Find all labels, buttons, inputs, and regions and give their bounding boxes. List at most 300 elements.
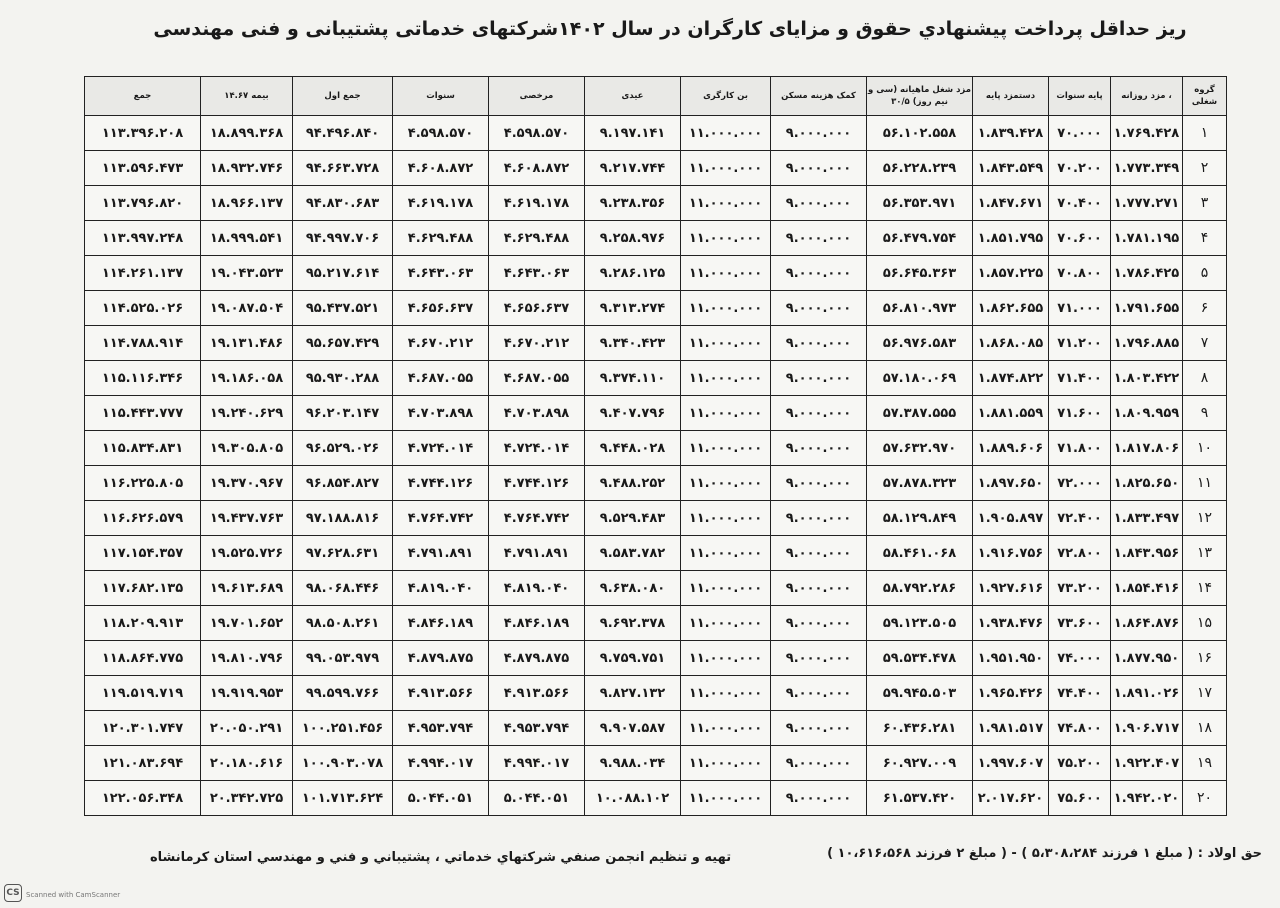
job-group-cell: ۲	[1183, 151, 1227, 186]
table-cell: ۱۲۱.۰۸۳.۶۹۴	[85, 746, 201, 781]
scanner-caption: Scanned with CamScanner	[26, 891, 121, 899]
table-cell: ۱۹.۰۴۳.۵۲۳	[201, 256, 293, 291]
table-row	[85, 536, 1227, 571]
table-cell: ۱۱۵.۴۴۳.۷۷۷	[85, 396, 201, 431]
table-cell: ۹۵.۴۳۷.۵۲۱	[293, 291, 393, 326]
table-cell: ۹۸.۰۶۸.۴۴۶	[293, 571, 393, 606]
table-cell: ۱۱۶.۲۲۵.۸۰۵	[85, 466, 201, 501]
table-row	[85, 361, 1227, 396]
table-cell: ۱۱.۰۰۰.۰۰۰	[681, 221, 771, 256]
table-cell: ۱.۸۴۳.۹۵۶	[1111, 536, 1183, 571]
table-cell: ۹۵.۶۵۷.۴۲۹	[293, 326, 393, 361]
table-cell: ۱۰۰.۲۵۱.۴۵۶	[293, 711, 393, 746]
table-cell: ۴.۸۷۹.۸۷۵	[393, 641, 489, 676]
column-header: مزد شغل ماهیانه (سی و نیم روز) ۳۰/۵	[867, 77, 973, 116]
table-cell: ۴.۶۷۰.۲۱۲	[393, 326, 489, 361]
table-cell: ۵۹.۵۳۴.۴۷۸	[867, 641, 973, 676]
table-cell: ۱۱۸.۸۶۴.۷۷۵	[85, 641, 201, 676]
job-group-cell: ۱۹	[1183, 746, 1227, 781]
table-cell: ۹.۴۸۸.۲۵۲	[585, 466, 681, 501]
column-header: مرخصی	[489, 77, 585, 116]
table-cell: ۱.۹۰۶.۷۱۷	[1111, 711, 1183, 746]
job-group-cell: ۲۰	[1183, 781, 1227, 816]
table-cell: ۵۷.۶۳۲.۹۷۰	[867, 431, 973, 466]
table-cell: ۱.۸۶۲.۶۵۵	[973, 291, 1049, 326]
table-cell: ۴.۸۱۹.۰۴۰	[393, 571, 489, 606]
wage-table	[84, 76, 1227, 816]
table-row	[85, 396, 1227, 431]
table-cell: ۱۱۴.۵۲۵.۰۲۶	[85, 291, 201, 326]
table-cell: ۷۴.۴۰۰	[1049, 676, 1111, 711]
table-cell: ۱.۹۱۶.۷۵۶	[973, 536, 1049, 571]
column-header: بیمه ۱۴.۶۷	[201, 77, 293, 116]
table-cell: ۱.۹۹۷.۶۰۷	[973, 746, 1049, 781]
table-cell: ۵۷.۸۷۸.۳۲۳	[867, 466, 973, 501]
table-cell: ۱۱۷.۶۸۲.۱۳۵	[85, 571, 201, 606]
prepared-by-note: تهیه و تنظیم انجمن صنفي شرکتهاي خدماتي ، پشتیباني و فني و مهندسي استان کرمانشاه	[150, 850, 732, 865]
table-cell: ۱۱.۰۰۰.۰۰۰	[681, 116, 771, 151]
table-row	[85, 781, 1227, 816]
table-cell: ۷۱.۶۰۰	[1049, 396, 1111, 431]
table-cell: ۵۷.۳۸۷.۵۵۵	[867, 396, 973, 431]
table-cell: ۴.۶۲۹.۴۸۸	[393, 221, 489, 256]
job-group-cell: ۴	[1183, 221, 1227, 256]
table-cell: ۴.۶۱۹.۱۷۸	[489, 186, 585, 221]
table-cell: ۱۸.۹۹۹.۵۴۱	[201, 221, 293, 256]
column-header: جمع	[85, 77, 201, 116]
table-cell: ۱.۸۱۷.۸۰۶	[1111, 431, 1183, 466]
table-cell: ۴.۷۶۴.۷۴۲	[393, 501, 489, 536]
table-cell: ۱۱۹.۵۱۹.۷۱۹	[85, 676, 201, 711]
table-cell: ۱.۸۴۷.۶۷۱	[973, 186, 1049, 221]
table-cell: ۹۶.۵۲۹.۰۲۶	[293, 431, 393, 466]
table-cell: ۷۵.۶۰۰	[1049, 781, 1111, 816]
table-cell: ۵۸.۷۹۲.۲۸۶	[867, 571, 973, 606]
job-group-cell: ۱۴	[1183, 571, 1227, 606]
table-cell: ۹۷.۶۲۸.۶۳۱	[293, 536, 393, 571]
table-row	[85, 326, 1227, 361]
job-group-cell: ۹	[1183, 396, 1227, 431]
table-cell: ۹.۰۰۰.۰۰۰	[771, 711, 867, 746]
table-cell: ۹.۳۷۴.۱۱۰	[585, 361, 681, 396]
table-cell: ۴.۷۲۴.۰۱۴	[393, 431, 489, 466]
table-cell: ۱.۹۲۲.۴۰۷	[1111, 746, 1183, 781]
table-cell: ۷۴.۰۰۰	[1049, 641, 1111, 676]
table-cell: ۴.۷۰۳.۸۹۸	[393, 396, 489, 431]
table-cell: ۷۰.۶۰۰	[1049, 221, 1111, 256]
table-cell: ۱۹.۹۱۹.۹۵۳	[201, 676, 293, 711]
table-row	[85, 256, 1227, 291]
table-cell: ۹۴.۴۹۶.۸۴۰	[293, 116, 393, 151]
table-cell: ۴.۷۴۴.۱۲۶	[489, 466, 585, 501]
table-cell: ۹.۷۵۹.۷۵۱	[585, 641, 681, 676]
table-cell: ۱۱۷.۱۵۴.۳۵۷	[85, 536, 201, 571]
table-cell: ۱.۸۸۱.۵۵۹	[973, 396, 1049, 431]
table-cell: ۱۱.۰۰۰.۰۰۰	[681, 781, 771, 816]
table-cell: ۴.۶۱۹.۱۷۸	[393, 186, 489, 221]
table-cell: ۹۴.۶۶۳.۷۲۸	[293, 151, 393, 186]
table-cell: ۷۱.۲۰۰	[1049, 326, 1111, 361]
table-cell: ۱۹.۰۸۷.۵۰۴	[201, 291, 293, 326]
job-group-cell: ۶	[1183, 291, 1227, 326]
column-header: سنوات	[393, 77, 489, 116]
table-cell: ۹.۰۰۰.۰۰۰	[771, 641, 867, 676]
table-cell: ۹.۰۰۰.۰۰۰	[771, 186, 867, 221]
table-cell: ۴.۷۰۳.۸۹۸	[489, 396, 585, 431]
table-cell: ۷۲.۸۰۰	[1049, 536, 1111, 571]
table-cell: ۵۶.۳۵۳.۹۷۱	[867, 186, 973, 221]
column-header: دستمزد پایه	[973, 77, 1049, 116]
table-cell: ۷۱.۰۰۰	[1049, 291, 1111, 326]
job-group-cell: ۱۷	[1183, 676, 1227, 711]
table-cell: ۱۹.۳۷۰.۹۶۷	[201, 466, 293, 501]
table-cell: ۹.۶۳۸.۰۸۰	[585, 571, 681, 606]
table-cell: ۱.۸۵۴.۴۱۶	[1111, 571, 1183, 606]
table-cell: ۱۹.۴۳۷.۷۶۳	[201, 501, 293, 536]
table-cell: ۵۶.۸۱۰.۹۷۳	[867, 291, 973, 326]
table-cell: ۱۱۴.۷۸۸.۹۱۴	[85, 326, 201, 361]
table-cell: ۱.۹۵۱.۹۵۰	[973, 641, 1049, 676]
table-cell: ۴.۹۹۴.۰۱۷	[489, 746, 585, 781]
table-cell: ۴.۷۲۴.۰۱۴	[489, 431, 585, 466]
table-cell: ۹.۰۰۰.۰۰۰	[771, 256, 867, 291]
table-cell: ۱۱.۰۰۰.۰۰۰	[681, 361, 771, 396]
table-cell: ۱.۹۲۷.۶۱۶	[973, 571, 1049, 606]
table-cell: ۴.۹۱۳.۵۶۶	[489, 676, 585, 711]
table-cell: ۱۱۳.۳۹۶.۲۰۸	[85, 116, 201, 151]
table-cell: ۱.۸۹۷.۶۵۰	[973, 466, 1049, 501]
table-cell: ۱۱.۰۰۰.۰۰۰	[681, 746, 771, 781]
table-cell: ۴.۸۱۹.۰۴۰	[489, 571, 585, 606]
job-group-cell: ۱	[1183, 116, 1227, 151]
table-cell: ۱۹.۵۲۵.۷۲۶	[201, 536, 293, 571]
table-cell: ۹.۵۸۳.۷۸۲	[585, 536, 681, 571]
job-group-cell: ۱۲	[1183, 501, 1227, 536]
table-cell: ۵۸.۴۶۱.۰۶۸	[867, 536, 973, 571]
table-row	[85, 116, 1227, 151]
table-cell: ۹.۲۱۷.۷۴۴	[585, 151, 681, 186]
table-cell: ۱.۸۸۹.۶۰۶	[973, 431, 1049, 466]
table-cell: ۹.۰۰۰.۰۰۰	[771, 221, 867, 256]
table-cell: ۴.۶۵۶.۶۳۷	[393, 291, 489, 326]
job-group-cell: ۱۱	[1183, 466, 1227, 501]
table-cell: ۱۹.۸۱۰.۷۹۶	[201, 641, 293, 676]
table-cell: ۱۱.۰۰۰.۰۰۰	[681, 606, 771, 641]
table-cell: ۱۹.۱۸۶.۰۵۸	[201, 361, 293, 396]
table-cell: ۹.۰۰۰.۰۰۰	[771, 291, 867, 326]
table-cell: ۱۱۳.۹۹۷.۲۴۸	[85, 221, 201, 256]
table-cell: ۴.۷۹۱.۸۹۱	[489, 536, 585, 571]
table-cell: ۶۱.۵۳۷.۴۲۰	[867, 781, 973, 816]
table-cell: ۱.۸۲۵.۶۵۰	[1111, 466, 1183, 501]
table-cell: ۱.۸۵۷.۲۲۵	[973, 256, 1049, 291]
table-cell: ۹.۰۰۰.۰۰۰	[771, 781, 867, 816]
table-cell: ۱۰.۰۸۸.۱۰۲	[585, 781, 681, 816]
table-cell: ۴.۶۷۰.۲۱۲	[489, 326, 585, 361]
table-cell: ۹۵.۹۳۰.۲۸۸	[293, 361, 393, 396]
table-cell: ۹۹.۵۹۹.۷۶۶	[293, 676, 393, 711]
table-cell: ۴.۶۲۹.۴۸۸	[489, 221, 585, 256]
table-row	[85, 606, 1227, 641]
table-cell: ۷۰.۲۰۰	[1049, 151, 1111, 186]
table-cell: ۲۰.۳۴۲.۷۲۵	[201, 781, 293, 816]
table-cell: ۱۱۶.۶۲۶.۵۷۹	[85, 501, 201, 536]
table-cell: ۹.۳۴۰.۴۲۳	[585, 326, 681, 361]
table-cell: ۹.۳۱۳.۲۷۴	[585, 291, 681, 326]
table-cell: ۱.۷۷۳.۳۴۹	[1111, 151, 1183, 186]
table-cell: ۱۱.۰۰۰.۰۰۰	[681, 396, 771, 431]
table-cell: ۴.۵۹۸.۵۷۰	[393, 116, 489, 151]
table-cell: ۹.۰۰۰.۰۰۰	[771, 746, 867, 781]
table-cell: ۴.۶۸۷.۰۵۵	[489, 361, 585, 396]
table-cell: ۱۸.۹۳۲.۷۴۶	[201, 151, 293, 186]
table-cell: ۴.۷۹۱.۸۹۱	[393, 536, 489, 571]
table-cell: ۱۱.۰۰۰.۰۰۰	[681, 676, 771, 711]
table-cell: ۹.۰۰۰.۰۰۰	[771, 466, 867, 501]
table-cell: ۵۶.۴۷۹.۷۵۴	[867, 221, 973, 256]
table-cell: ۹.۰۰۰.۰۰۰	[771, 571, 867, 606]
table-cell: ۴.۶۰۸.۸۷۲	[489, 151, 585, 186]
table-row	[85, 466, 1227, 501]
table-cell: ۷۱.۸۰۰	[1049, 431, 1111, 466]
table-cell: ۲۰.۱۸۰.۶۱۶	[201, 746, 293, 781]
table-cell: ۹.۰۰۰.۰۰۰	[771, 151, 867, 186]
table-cell: ۹.۱۹۷.۱۴۱	[585, 116, 681, 151]
column-header: ، مزد روزانه	[1111, 77, 1183, 116]
table-cell: ۱.۹۸۱.۵۱۷	[973, 711, 1049, 746]
table-cell: ۹.۹۰۷.۵۸۷	[585, 711, 681, 746]
table-cell: ۴.۵۹۸.۵۷۰	[489, 116, 585, 151]
table-cell: ۱۰۱.۷۱۳.۶۲۴	[293, 781, 393, 816]
table-cell: ۹.۰۰۰.۰۰۰	[771, 676, 867, 711]
table-cell: ۴.۹۵۳.۷۹۴	[489, 711, 585, 746]
job-group-cell: ۳	[1183, 186, 1227, 221]
table-cell: ۹.۰۰۰.۰۰۰	[771, 361, 867, 396]
table-cell: ۵۶.۲۲۸.۲۳۹	[867, 151, 973, 186]
table-cell: ۱۰۰.۹۰۳.۰۷۸	[293, 746, 393, 781]
table-cell: ۱.۹۳۸.۴۷۶	[973, 606, 1049, 641]
table-cell: ۷۱.۴۰۰	[1049, 361, 1111, 396]
table-cell: ۹.۰۰۰.۰۰۰	[771, 501, 867, 536]
table-cell: ۹.۲۳۸.۳۵۶	[585, 186, 681, 221]
column-header: پایه سنوات	[1049, 77, 1111, 116]
table-cell: ۵۸.۱۲۹.۸۴۹	[867, 501, 973, 536]
table-cell: ۹.۵۲۹.۴۸۳	[585, 501, 681, 536]
table-cell: ۷۰.۰۰۰	[1049, 116, 1111, 151]
table-cell: ۹۶.۲۰۳.۱۴۷	[293, 396, 393, 431]
table-cell: ۴.۹۵۳.۷۹۴	[393, 711, 489, 746]
table-cell: ۱۱.۰۰۰.۰۰۰	[681, 326, 771, 361]
table-cell: ۲۰.۰۵۰.۲۹۱	[201, 711, 293, 746]
table-cell: ۴.۶۰۸.۸۷۲	[393, 151, 489, 186]
table-cell: ۱۱.۰۰۰.۰۰۰	[681, 151, 771, 186]
table-row	[85, 431, 1227, 466]
table-cell: ۱۱.۰۰۰.۰۰۰	[681, 466, 771, 501]
table-cell: ۵.۰۴۴.۰۵۱	[393, 781, 489, 816]
table-cell: ۱۲۲.۰۵۶.۳۴۸	[85, 781, 201, 816]
table-cell: ۱.۸۴۳.۵۴۹	[973, 151, 1049, 186]
table-header-row	[85, 77, 1227, 116]
table-cell: ۷۳.۲۰۰	[1049, 571, 1111, 606]
table-cell: ۶۰.۹۲۷.۰۰۹	[867, 746, 973, 781]
table-cell: ۱۱۳.۵۹۶.۴۷۳	[85, 151, 201, 186]
table-cell: ۹۹.۰۵۳.۹۷۹	[293, 641, 393, 676]
table-cell: ۱.۸۶۴.۸۷۶	[1111, 606, 1183, 641]
table-cell: ۴.۹۹۴.۰۱۷	[393, 746, 489, 781]
table-cell: ۱۱.۰۰۰.۰۰۰	[681, 536, 771, 571]
table-cell: ۱.۷۶۹.۴۲۸	[1111, 116, 1183, 151]
table-cell: ۱.۷۷۷.۲۷۱	[1111, 186, 1183, 221]
job-group-cell: ۸	[1183, 361, 1227, 396]
table-cell: ۱۱۸.۲۰۹.۹۱۳	[85, 606, 201, 641]
table-cell: ۵۹.۱۲۳.۵۰۵	[867, 606, 973, 641]
table-cell: ۹۸.۵۰۸.۲۶۱	[293, 606, 393, 641]
table-cell: ۹.۰۰۰.۰۰۰	[771, 326, 867, 361]
table-row	[85, 711, 1227, 746]
table-cell: ۹.۰۰۰.۰۰۰	[771, 116, 867, 151]
table-cell: ۱۸.۸۹۹.۳۶۸	[201, 116, 293, 151]
job-group-cell: ۱۰	[1183, 431, 1227, 466]
table-cell: ۴.۸۴۶.۱۸۹	[393, 606, 489, 641]
table-row	[85, 641, 1227, 676]
table-cell: ۱.۸۰۹.۹۵۹	[1111, 396, 1183, 431]
table-row	[85, 291, 1227, 326]
table-cell: ۴.۷۶۴.۷۴۲	[489, 501, 585, 536]
table-cell: ۴.۹۱۳.۵۶۶	[393, 676, 489, 711]
column-header: عیدی	[585, 77, 681, 116]
table-cell: ۱.۷۸۶.۴۲۵	[1111, 256, 1183, 291]
camscanner-logo-icon: CS	[4, 884, 22, 902]
table-cell: ۴.۶۴۳.۰۶۳	[393, 256, 489, 291]
table-cell: ۱۱.۰۰۰.۰۰۰	[681, 291, 771, 326]
table-cell: ۹.۰۰۰.۰۰۰	[771, 431, 867, 466]
job-group-cell: ۱۸	[1183, 711, 1227, 746]
table-cell: ۶۰.۴۳۶.۲۸۱	[867, 711, 973, 746]
table-cell: ۹.۸۲۷.۱۳۲	[585, 676, 681, 711]
table-cell: ۲.۰۱۷.۶۲۰	[973, 781, 1049, 816]
table-cell: ۱۱۴.۲۶۱.۱۳۷	[85, 256, 201, 291]
table-cell: ۴.۶۸۷.۰۵۵	[393, 361, 489, 396]
table-cell: ۱۱.۰۰۰.۰۰۰	[681, 571, 771, 606]
job-group-cell: ۵	[1183, 256, 1227, 291]
table-cell: ۱.۸۷۷.۹۵۰	[1111, 641, 1183, 676]
job-group-cell: ۱۳	[1183, 536, 1227, 571]
table-cell: ۹۶.۸۵۴.۸۲۷	[293, 466, 393, 501]
table-cell: ۴.۶۵۶.۶۳۷	[489, 291, 585, 326]
table-body	[85, 116, 1227, 816]
table-cell: ۷۳.۶۰۰	[1049, 606, 1111, 641]
table-cell: ۴.۷۴۴.۱۲۶	[393, 466, 489, 501]
table-cell: ۵۶.۶۴۵.۳۶۳	[867, 256, 973, 291]
table-cell: ۱.۸۰۳.۴۲۲	[1111, 361, 1183, 396]
table-cell: ۱۹.۱۳۱.۴۸۶	[201, 326, 293, 361]
table-row	[85, 571, 1227, 606]
table-cell: ۱۱.۰۰۰.۰۰۰	[681, 711, 771, 746]
table-cell: ۱.۸۳۹.۴۲۸	[973, 116, 1049, 151]
table-row	[85, 221, 1227, 256]
table-cell: ۹.۴۴۸.۰۲۸	[585, 431, 681, 466]
table-cell: ۱۲۰.۳۰۱.۷۴۷	[85, 711, 201, 746]
table-cell: ۱۹.۳۰۵.۸۰۵	[201, 431, 293, 466]
table-cell: ۷۵.۲۰۰	[1049, 746, 1111, 781]
table-cell: ۱۱۳.۷۹۶.۸۲۰	[85, 186, 201, 221]
table-cell: ۱.۸۷۴.۸۲۲	[973, 361, 1049, 396]
table-cell: ۹.۹۸۸.۰۳۴	[585, 746, 681, 781]
table-cell: ۹.۰۰۰.۰۰۰	[771, 606, 867, 641]
table-cell: ۱۱.۰۰۰.۰۰۰	[681, 256, 771, 291]
table-cell: ۹۴.۹۹۷.۷۰۶	[293, 221, 393, 256]
table-cell: ۵۶.۹۷۶.۵۸۳	[867, 326, 973, 361]
table-cell: ۷۴.۸۰۰	[1049, 711, 1111, 746]
table-cell: ۱.۹۴۲.۰۲۰	[1111, 781, 1183, 816]
table-row	[85, 151, 1227, 186]
table-cell: ۱۹.۶۱۳.۶۸۹	[201, 571, 293, 606]
table-cell: ۹.۰۰۰.۰۰۰	[771, 396, 867, 431]
table-cell: ۷۲.۰۰۰	[1049, 466, 1111, 501]
table-cell: ۹۷.۱۸۸.۸۱۶	[293, 501, 393, 536]
table-cell: ۱۱.۰۰۰.۰۰۰	[681, 186, 771, 221]
table-cell: ۷۰.۸۰۰	[1049, 256, 1111, 291]
table-cell: ۱.۸۹۱.۰۲۶	[1111, 676, 1183, 711]
table-cell: ۷۲.۴۰۰	[1049, 501, 1111, 536]
table-cell: ۵۶.۱۰۲.۵۵۸	[867, 116, 973, 151]
table-cell: ۴.۸۷۹.۸۷۵	[489, 641, 585, 676]
table-cell: ۱۹.۷۰۱.۶۵۲	[201, 606, 293, 641]
table-cell: ۵۹.۹۴۵.۵۰۳	[867, 676, 973, 711]
table-cell: ۹۴.۸۳۰.۶۸۳	[293, 186, 393, 221]
table-cell: ۴.۶۴۳.۰۶۳	[489, 256, 585, 291]
table-cell: ۱.۸۳۳.۴۹۷	[1111, 501, 1183, 536]
table-cell: ۹.۲۸۶.۱۲۵	[585, 256, 681, 291]
table-cell: ۴.۸۴۶.۱۸۹	[489, 606, 585, 641]
table-cell: ۷۰.۴۰۰	[1049, 186, 1111, 221]
table-cell: ۹.۰۰۰.۰۰۰	[771, 536, 867, 571]
table-cell: ۱.۷۹۱.۶۵۵	[1111, 291, 1183, 326]
document-title: ریز حداقل پرداخت پیشنهادي حقوق و مزایای کارگران در سال ۱۴۰۲شرکتهای خدماتی پشتیبانی و فنی مهندسی	[153, 18, 1187, 40]
table-cell: ۹.۶۹۲.۳۷۸	[585, 606, 681, 641]
table-cell: ۱۸.۹۶۶.۱۳۷	[201, 186, 293, 221]
table-cell: ۱.۸۵۱.۷۹۵	[973, 221, 1049, 256]
table-cell: ۹۵.۲۱۷.۶۱۴	[293, 256, 393, 291]
table-cell: ۹.۲۵۸.۹۷۶	[585, 221, 681, 256]
table-cell: ۱.۸۶۸.۰۸۵	[973, 326, 1049, 361]
column-header: جمع اول	[293, 77, 393, 116]
table-cell: ۱.۷۸۱.۱۹۵	[1111, 221, 1183, 256]
column-header: گروه شغلی	[1183, 77, 1227, 116]
table-cell: ۵۷.۱۸۰.۰۶۹	[867, 361, 973, 396]
table-cell: ۱.۷۹۶.۸۸۵	[1111, 326, 1183, 361]
table-row	[85, 746, 1227, 781]
table-cell: ۱.۹۰۵.۸۹۷	[973, 501, 1049, 536]
table-cell: ۱۱۵.۱۱۶.۳۴۶	[85, 361, 201, 396]
table-cell: ۱۱۵.۸۳۴.۸۳۱	[85, 431, 201, 466]
table-row	[85, 676, 1227, 711]
table-cell: ۱.۹۶۵.۴۲۶	[973, 676, 1049, 711]
table-cell: ۱۹.۲۴۰.۶۲۹	[201, 396, 293, 431]
job-group-cell: ۷	[1183, 326, 1227, 361]
table-cell: ۱۱.۰۰۰.۰۰۰	[681, 501, 771, 536]
job-group-cell: ۱۵	[1183, 606, 1227, 641]
table-cell: ۱۱.۰۰۰.۰۰۰	[681, 431, 771, 466]
column-header: کمک هزینه مسکن	[771, 77, 867, 116]
table-cell: ۵.۰۴۴.۰۵۱	[489, 781, 585, 816]
column-header: بن کارگری	[681, 77, 771, 116]
table-cell: ۹.۴۰۷.۷۹۶	[585, 396, 681, 431]
child-allowance-note: حق اولاد : ( مبلغ ۱ فرزند ۵،۳۰۸،۲۸۴ ) - ( مبلغ ۲ فرزند ۱۰،۶۱۶،۵۶۸ )	[827, 846, 1262, 861]
job-group-cell: ۱۶	[1183, 641, 1227, 676]
table-cell: ۱۱.۰۰۰.۰۰۰	[681, 641, 771, 676]
table-row	[85, 501, 1227, 536]
